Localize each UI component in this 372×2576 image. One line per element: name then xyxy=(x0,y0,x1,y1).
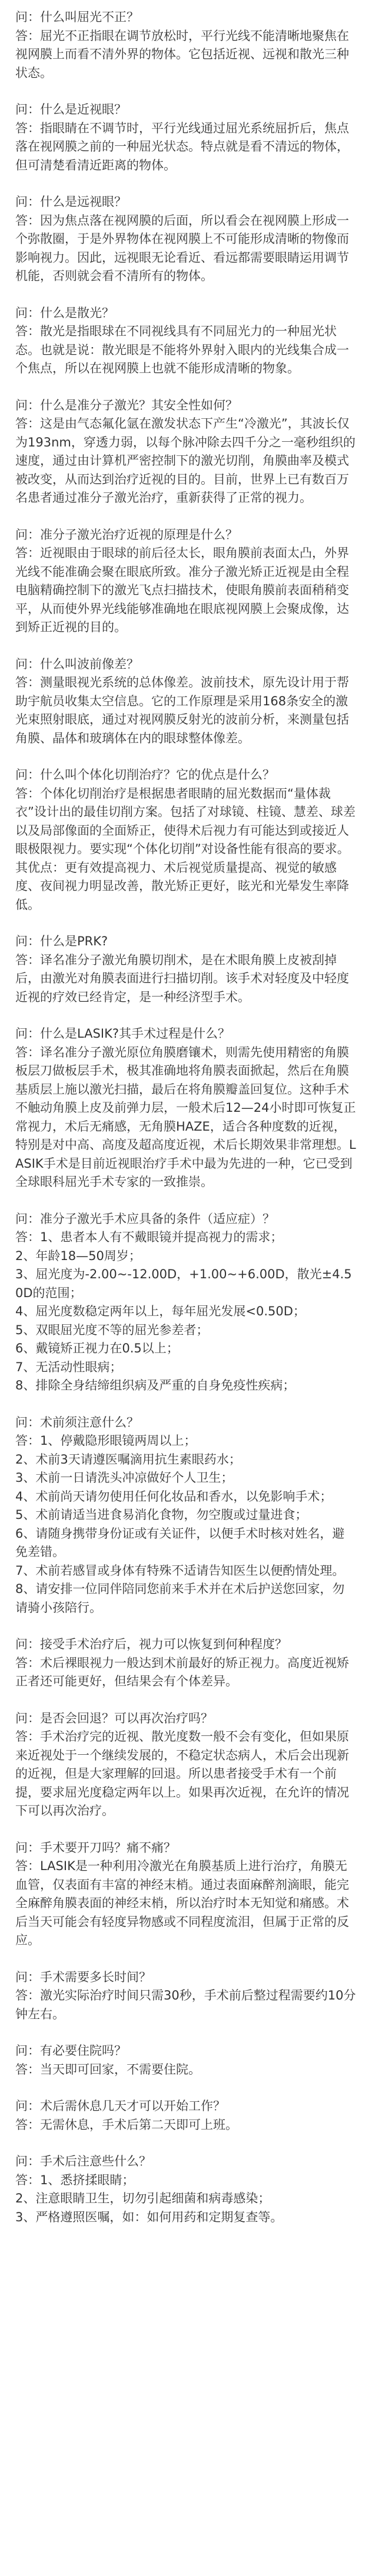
faq-item-17 xyxy=(15,2042,357,2079)
answer-line: 3、严格遵照医嘱，如：如何用药和定期复查等。 xyxy=(15,2210,283,2224)
answer-text: 答：手术治疗完的近视、散光度数一般不会有变化，但如果原来近视处于一个继续发展的，不稳定状态病人，术后会出现新的近视，但是大家理解的回退。所以患者接受手术有一个前提，要求屈光度稳定两年以上。如果再次近视，在允许的情况下可以再次治疗。 xyxy=(15,1729,349,1818)
question-text: 问：什么叫屈光不正？ xyxy=(15,10,139,24)
question-text: 问：什么是LASIK?其手术过程是什么？ xyxy=(15,1027,230,1041)
answer-text: 答：译名准分子激光角膜切削术，是在术眼角膜上皮被刮掉后，由激光对角膜表面进行扫描切削。该手术对轻度及中轻度近视的疗效已经肯定，是一种经济型手术。 xyxy=(15,952,349,1004)
faq-item-15 xyxy=(15,1839,357,1950)
answer-line: 7、术前若感冒或身体有特殊不适请告知医生以便酌情处理。 xyxy=(15,1563,345,1578)
answer-text: 答：术后裸眼视力一般达到术前最好的矫正视力。高度近视矫正者还可能更好，但结果会有个体差异。 xyxy=(15,1655,349,1688)
answer-text: 答：当天即可回家，不需要住院。 xyxy=(15,2062,201,2077)
question-text: 问：术后需休息几天才可以开始工作？ xyxy=(15,2099,225,2113)
answer-line: 8、请安排一位同伴陪同您前来手术并在术后护送您回家，勿请骑小孩陪行。 xyxy=(15,1582,345,1615)
answer-line: 5、术前请适当进食易消化食物，勿空腹或过量进食； xyxy=(15,1508,308,1522)
answer-line: 8、排除全身结缔组织病及严重的自身免疫性疾病； xyxy=(15,1378,295,1392)
question-text: 问：术前须注意什么？ xyxy=(15,1415,139,1429)
question-text: 问：什么是近视眼？ xyxy=(15,102,127,116)
faq-item-1 xyxy=(15,8,357,82)
faq-item-16 xyxy=(15,1968,357,2024)
faq-item-11 xyxy=(15,1210,357,1395)
answer-line: 答：1、停戴隐形眼镜两周以上； xyxy=(15,1434,197,1448)
question-text: 问：接受手术治疗后，视力可以恢复到何种程度？ xyxy=(15,1637,287,1651)
answer-text: 答：LASIK是一种利用冷激光在角膜基质上进行治疗，角膜无血管，仅表面有丰富的神经末梢。通过表面麻醉剂滴眼，能完全麻醉角膜表面的神经末梢，所以治疗时本无知觉和痛感。术后当天可能会有轻度异物感或不同程度流泪，但属于正常的反应。 xyxy=(15,1859,349,1947)
faq-item-8 xyxy=(15,766,357,914)
answer-line: 4、术前尚天请勿使用任何化妆品和香水，以免影响手术； xyxy=(15,1489,333,1504)
answer-line: 2、注意眼睛卫生，切勿引起细菌和病毒感染； xyxy=(15,2191,271,2205)
answer-text: 答：指眼睛在不调节时，平行光线通过屈光系统屈折后，焦点落在视网膜之前的一种屈光状态。特点就是看不清远的物体，但可清楚看清近距离的物体。 xyxy=(15,121,349,172)
question-text: 问：是否会回退？可以再次治疗吗？ xyxy=(15,1711,213,1725)
answer-text: 答：近视眼由于眼球的前后径太长，眼角膜前表面太凸，外界光线不能准确会聚在眼底所致。准分子激光矫正近视是由全程电脑精确控制下的激光飞点扫描技术，使眼角膜前表面稍稍变平，从而使外界光线能够准确地在眼底视网膜上会聚成像，达到矫正近视的目的。 xyxy=(15,546,349,634)
faq-item-4 xyxy=(15,304,357,378)
answer-text: 答：因为焦点落在视网膜的后面，所以看会在视网膜上形成一个弥散圈，于是外界物体在视网膜上不可能形成清晰的物像而影响视力。因此，远视眼无论看近、看远都需要眼睛运用调节机能，否则就会看不清所有的物体。 xyxy=(15,213,349,283)
answer-line: 2、年龄18—50周岁； xyxy=(15,1248,141,1263)
faq-item-14 xyxy=(15,1709,357,1821)
answer-line: 6、戴镜矫正视力在0.5以上； xyxy=(15,1341,179,1355)
question-text: 问：准分子激光手术应具备的条件（适应症）？ xyxy=(15,1211,275,1226)
answer-line: 3、术前一日请洗头冲凉做好个人卫生； xyxy=(15,1471,234,1485)
answer-text: 答：无需休息，手术后第二天即可上班。 xyxy=(15,2117,238,2132)
answer-text: 答：个体化切削治疗是根据患者眼睛的屈光数据而“量体裁衣”设计出的最佳切削方案。包括了对球镜、柱镜、慧差、球差以及局部像面的全面矫正，使得术后视力有可能达到或接近人眼极限视力。要实现“个体化切削”对设备性能有很高的要求。其优点：更有效提高视力、术后视觉质量提高、视觉的敏感度、夜间视力明显改善，散光矫正更好，眩光和光晕发生率降低。 xyxy=(15,786,356,912)
faq-item-5 xyxy=(15,396,357,508)
faq-item-2 xyxy=(15,101,357,175)
question-text: 问：准分子激光治疗近视的原理是什么？ xyxy=(15,527,238,542)
answer-text: 答：译名准分子激光原位角膜磨镶术，则需先使用精密的角膜板层刀做板层手术，极其准确地将角膜表面掀起，然后在角膜基质层上施以激光扫描，最后在将角膜瓣盖回复位。这种手术不触动角膜上皮及前弹力层，一般术后12—24小时即可恢复正常视力，术后无痛感，无角膜HAZE，适合各种度数的近视，特别是对中高、高度及超高度近视，术后长期效果非常理想。LASIK手术是目前近视眼治疗手术中最为先进的一种，它已受到全球眼科屈光手术专家的一致推崇。 xyxy=(15,1045,356,1189)
answer-text: 答：散光是指眼球在不同视线具有不同屈光力的一种屈光状态。也就是说：散光眼是不能将外界射入眼内的光线集合成一个焦点，所以在视网膜上也就不能形成清晰的物象。 xyxy=(15,324,349,375)
faq-item-6 xyxy=(15,526,357,637)
answer-line: 6、请随身携带身份证或有关证件，以便手术时核对姓名，避免差错。 xyxy=(15,1526,345,1559)
answer-line: 7、无活动性眼病； xyxy=(15,1359,122,1374)
faq-item-19 xyxy=(15,2152,357,2227)
faq-item-7 xyxy=(15,655,357,748)
answer-text: 答：激光实际治疗时间只需30秒，手术前后整过程需要约10分钟左右。 xyxy=(15,1988,356,2021)
question-text: 问：什么叫波前像差？ xyxy=(15,657,139,671)
question-text: 问：什么是准分子激光？其安全性如何？ xyxy=(15,398,238,412)
faq-item-12 xyxy=(15,1414,357,1618)
answer-line: 3、屈光度为-2.00~-12.00D，+1.00~+6.00D，散光±4.50D的范围； xyxy=(15,1267,352,1300)
answer-text: 答：测量眼视光系统的总体像差。波前技术，原先设计用于帮助宇航员收集太空信息。它的工作原理是采用168条安全的激光束照射眼底，通过对视网膜反射光的波前分析，来测量包括角膜、晶体和玻璃体在内的眼球整体像差。 xyxy=(15,675,349,745)
answer-text: 答：这是由气态氟化氩在激发状态下产生“冷激光”，其波长仅为193nm，穿透力弱，以每个脉冲除去四千分之一毫秒组织的速度，通过由计算机严密控制下的激光切削，角膜曲率及模式被改变，从而达到治疗近视的目的。目前，世界上已有数百万名患者通过准分子激光治疗，重新获得了正常的视力。 xyxy=(15,416,356,505)
question-text: 问：什么是远视眼？ xyxy=(15,195,127,209)
faq-item-13 xyxy=(15,1635,357,1691)
answer-line: 答：1、患者本人有不戴眼镜并提高视力的需求； xyxy=(15,1230,283,1244)
question-text: 问：什么是PRK? xyxy=(15,934,108,948)
faq-item-3 xyxy=(15,193,357,286)
faq-item-9 xyxy=(15,932,357,1007)
question-text: 问：手术要开刀吗？痛不痛？ xyxy=(15,1840,176,1855)
answer-line: 4、屈光度数稳定两年以上，每年屈光发展<0.50D； xyxy=(15,1304,305,1318)
answer-line: 答：1、悉挤揉眼睛； xyxy=(15,2172,135,2187)
question-text: 问：手术需要多长时间？ xyxy=(15,1970,151,1984)
answer-line: 5、双眼屈光度不等的屈光参差者； xyxy=(15,1322,209,1337)
question-text: 问：什么是散光？ xyxy=(15,305,114,320)
question-text: 问：什么叫个体化切削治疗？它的优点是什么？ xyxy=(15,768,275,782)
faq-item-10 xyxy=(15,1025,357,1192)
question-text: 问：有必要住院吗？ xyxy=(15,2044,127,2058)
answer-line: 2、术前3天请遵医嘱滴用抗生素眼药水； xyxy=(15,1452,241,1467)
answer-text: 答：屈光不正指眼在调节放松时，平行光线不能清晰地聚焦在视网膜上而看不清外界的物体。它包括近视、远视和散光三种状态。 xyxy=(15,28,349,80)
question-text: 问：手术后注意些什么？ xyxy=(15,2154,151,2168)
faq-item-18 xyxy=(15,2097,357,2134)
